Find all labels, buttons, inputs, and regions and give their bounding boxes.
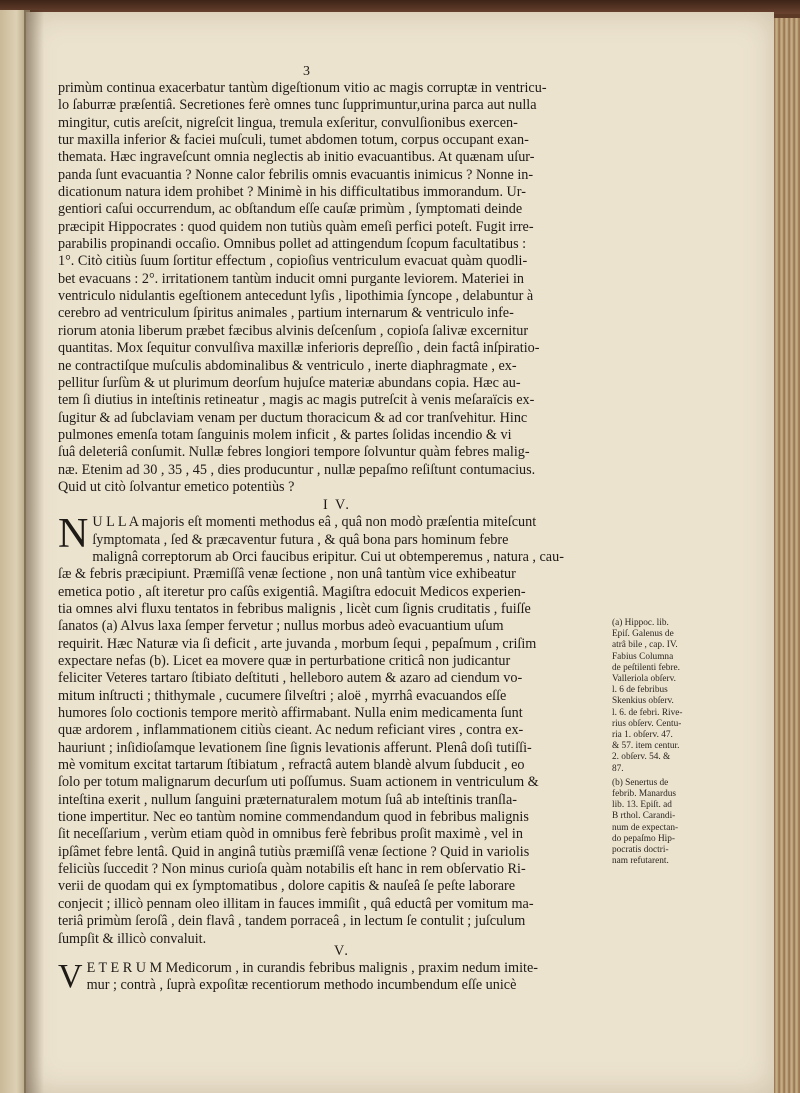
text-line: primùm continua exacerbatur tantùm digeſtionum vitio ac magis corruptæ in ventricu- (58, 80, 547, 96)
text-line: tia omnes alvi fluxu tentatos in febribus malignis , licèt cum ſignis cruditatis , fuiſſe (58, 600, 531, 617)
text-line: ſit neceſſarium , verùm etiam quòd in omnibus ferè febribus proſit maximè , vel in (58, 826, 523, 843)
note-line: de peſtilenti febre. (612, 662, 680, 673)
note-line: B rthol. Carandi- (612, 811, 676, 822)
text-line: mur ; contrà , ſuprà expoſitæ recentiorum methodo incumbendum eſſe unicè (86, 977, 517, 994)
note-line: Fabius Columna (612, 651, 674, 662)
section-iv-paragraph (58, 511, 626, 948)
note-line: Valleriola obſerv. (612, 674, 676, 685)
text-line: themata. Hæc ingraveſcunt omnia neglectis ab initio evacuantibus. At quænam uſur- (58, 149, 535, 166)
note-line: (a) Hippoc. lib. (612, 618, 669, 628)
drop-cap-v: V (58, 957, 83, 995)
text-line: tione impertitur. Nec eo tantùm nomine commendandum quod in febribus malignis (58, 809, 529, 826)
note-line: 87. (612, 763, 624, 774)
text-line: gentiori caſui occurrendum, ac obſtandum eſſe cauſæ primùm , ſymptomati deinde (58, 201, 523, 218)
text-line: quæ ardorem , inflammationem citiùs cieant. Ac nedum reficiant vires , contra ex- (58, 722, 524, 739)
text-line: 1°. Citò citiùs ſuum ſortitur effectum , copioſius ventriculum evacuat quàm quodli- (58, 253, 528, 270)
text-line: ſanatos (a) Alvus laxa ſemper fervetur ; nullus morbus adeò evacuantium uſum (58, 618, 504, 635)
text-line: conjecit ; illicò pennam oleo illitam in fauces immiſit , quâ eductâ per vomitum ma- (58, 895, 534, 912)
note-line: nam refutarent. (612, 856, 669, 867)
text-line: ſuâ deleteriâ conſumit. Nullæ febres longiori tempore ſolvuntur quàm febres malig- (58, 444, 530, 461)
text-line: ventriculo nidulantis egeſtionem antecedunt lyſis , lipothimia ſyncope , delabuntur à (58, 288, 534, 305)
text-line: pellitur ſurſùm & ut plurimum deorſum hujuſce materiæ abundans copia. Hæc au- (58, 374, 521, 391)
text-line: verii de quodam qui ex ſymptomatibus , dolore capitis & nauſeâ ſe peſte laborare (58, 878, 516, 895)
text-line: ne contractiſque muſculis abdominalibus & ventriculo , inerte diaphragmate , ex- (58, 357, 517, 374)
text-line: tur maxilla inferior & faciei muſculi, tumet abdomen totum, corpus occupant exan- (58, 132, 529, 149)
text-line: mè vomitum excitat tartarum ſtibiatum , refractâ autem blandè alvum ſubducit , eo (58, 757, 525, 774)
text-line: riorum atonia liberum præbet fæcibus alvinis deſcenſum , copioſa ſalivæ excernitur (58, 322, 529, 339)
text-line: hauriunt ; inſidioſamque levationem ſine ſignis levationis afferunt. Plenâ doſi tutiſſi- (58, 739, 532, 756)
note-line: num de expectan- (612, 822, 679, 833)
note-line: do pepaſmo Hip- (612, 833, 675, 844)
text-line: lo ſaburræ præſentiâ. Secretiones ferè omnes tunc ſupprimuntur,urina parca aut nulla (58, 97, 537, 114)
page-number: 3 (303, 64, 310, 79)
text-line: ſugitur & ad ſubclaviam venam per ductum thoracicum & ad cor tranſvehitur. Hinc (58, 409, 528, 426)
text-line: mingitur, cutis areſcit, nigreſcit lingua, tremula exſeritur, convulſionibus exercen- (58, 114, 518, 131)
note-line: pocratis doctri- (612, 845, 669, 856)
text-line: cerebro ad ventriculum ſpiritus animales , partium internarum & ventriculo infe- (58, 305, 514, 322)
text-line: ſumpſit & illicò convaluit. (58, 930, 207, 947)
text-line: E T E R U M Medicorum , in curandis febribus malignis , praxim nedum imite- (86, 959, 538, 976)
drop-cap-n: N (58, 511, 89, 558)
intro-paragraph (58, 80, 626, 995)
note-line: & 57. item centur. (612, 741, 680, 752)
section-v-paragraph (58, 957, 626, 995)
text-line: emetica potio , aſt iteretur pro caſûs exigentiâ. Magiſtra edocuit Medicos experien- (58, 583, 526, 600)
marginal-notes (612, 618, 712, 867)
text-line: feliciter Veteres tartaro ſtibiato deſtituti , helleboro autem & azaro ad ciendum vo- (58, 670, 523, 687)
text-line: inteſtina exerit , nullum ſanguini præternaturalem motum ſuâ ab inteſtinis tranſla- (58, 791, 518, 808)
text-line: ipſâmet febre lentâ. Quid in anginâ tutiùs præmiſſâ venæ ſectione ? Quid in variolis (58, 843, 530, 860)
text-line: ſymptomata , ſed & præcaventur futura , & quâ bona pars hominum febre (92, 531, 509, 548)
text-line: quantitas. Mox ſequitur convulſiva maxillæ inferioris depreſſio , dein factâ inſpiratio- (58, 340, 540, 357)
text-line: pulmones emenſa totam ſanguinis molem inficit , & partes ſolidas incendio & vi (58, 426, 512, 443)
note-line: l. 6 de febribus (612, 685, 668, 696)
text-line: dicationum natura idem prohibet ? Minimè in his difficultatibus immorandum. Ur- (58, 184, 526, 201)
note-line: ria 1. obſerv. 47. (612, 730, 673, 741)
text-line: teriâ primùm ſeroſâ , dein flavâ , tandem porraceâ , in lectum ſe contulit ; juſculum (58, 913, 526, 930)
text-line: U L L A majoris eſt momenti methodus eâ , quâ non modò præſentia miteſcunt (92, 514, 537, 531)
text-line: expectare nefas (b). Licet ea movere quæ in perturbatione criticâ non judicantur (58, 653, 511, 669)
text-line: panda ſunt evacuantia ? Nonne calor febrilis omnis evacuantis inimicus ? Nonne in- (58, 166, 534, 183)
section-heading-v: V. (334, 942, 350, 959)
text-line: tem ſi diutius in inteſtinis retineatur , magis ac magis putreſcit à venis meſaraïcis ex- (58, 392, 535, 409)
note-line: rius obſerv. Centu- (612, 718, 682, 729)
text-line: humores ſolo coctionis tempore meritò affirmabant. Nulla enim medicamenta ſunt (58, 705, 523, 722)
text-line: malignâ correptorum ab Orci faucibus eripitur. Cui ut obtemperemus , natura , cau- (92, 548, 564, 565)
note-line: febrib. Manardus (612, 789, 677, 800)
note-line: 2. obſerv. 54. & (612, 752, 671, 763)
text-line: ſolo per totum malignarum decurſum uti poſſumus. Suam actionem in ventriculum & (58, 774, 539, 791)
note-line: Epiſ. Galenus de (612, 629, 674, 640)
text-line: feliciùs ſuccedit ? Non minus curioſa quàm notabilis eſt hanc in rem obſervatio Ri- (58, 861, 526, 878)
text-line: requirit. Hæc Naturæ via ſi deficit , arte juvanda , morbum ſequi , pepaſmum , criſim (58, 635, 537, 652)
note-line: (b) Senertus de (612, 777, 669, 788)
spine-shadow (24, 10, 44, 1093)
section-heading-iv: I V. (323, 497, 351, 514)
note-line: l. 6. de febri. Rive- (612, 707, 683, 718)
text-line: parabilis propinandi occaſio. Omnibus pollet ad attingendum ſcopum facultatibus : (58, 236, 527, 253)
text-line: ſæ & febris præcipiunt. Præmiſſâ venæ ſectione , non unâ tantùm vice exhibeatur (58, 566, 516, 583)
note-line: Skenkius obſerv. (612, 696, 674, 707)
note-line: atrâ bile , cap. IV. (612, 640, 678, 651)
text-line: næ. Etenim ad 30 , 35 , 45 , dies producuntur , nullæ pepaſmo reſiſtunt contumacius. (58, 461, 536, 478)
text-line: bet evacuans : 2°. irritationem tantùm inducit omni purgante leviorem. Materiei in (58, 270, 524, 287)
text-line: mitum inſtructi ; thithymale , cucumere ſilveſtri ; aloë , myrrhâ evacuandos eſſe (58, 687, 507, 704)
text-line: præcipit Hippocrates : quod quidem non tutiùs quàm emeſi perfici poteſt. Fugit irre- (58, 218, 534, 235)
text-line: Quid ut citò ſolvantur emetico potentiùs ? (58, 478, 295, 495)
note-line: lib. 13. Epiſt. ad (612, 800, 672, 811)
